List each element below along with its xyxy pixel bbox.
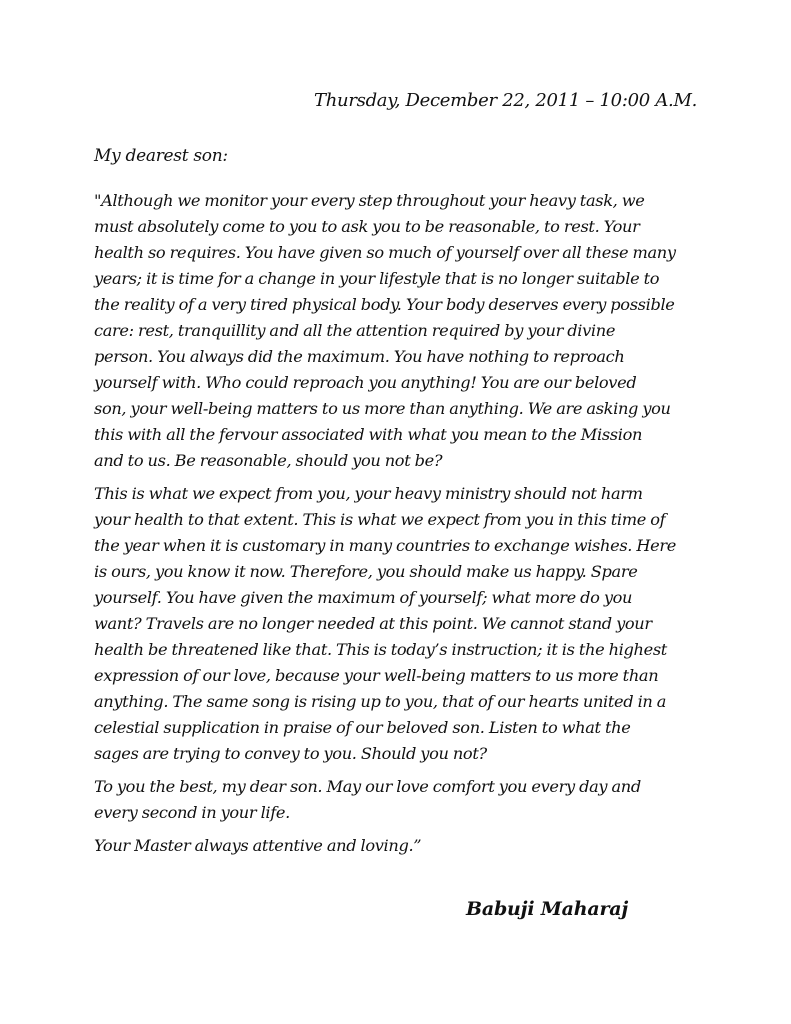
paragraph-4 xyxy=(94,833,706,859)
text-line: this with all the fervour associated with what you mean to the Mission xyxy=(94,425,643,444)
text-line: want? Travels are no longer needed at this point. We cannot stand your xyxy=(94,614,652,633)
text-line: "Although we monitor your every step throughout your heavy task, we xyxy=(94,191,645,210)
text-line: yourself with. Who could reproach you anything! You are our beloved xyxy=(94,373,637,392)
text-line: the year when it is customary in many countries to exchange wishes. Here xyxy=(94,536,676,555)
letter-body xyxy=(94,188,706,866)
text-line: expression of our love, because your well-being matters to us more than xyxy=(94,666,659,685)
signature: Babuji Maharaj xyxy=(466,898,629,920)
text-line: every second in your life. xyxy=(94,803,290,822)
letter-date: Thursday, December 22, 2011 – 10:00 A.M. xyxy=(314,90,697,111)
text-line: anything. The same song is rising up to you, that of our hearts united in a xyxy=(94,692,667,711)
text-line: years; it is time for a change in your lifestyle that is no longer suitable to xyxy=(94,269,660,288)
text-line: This is what we expect from you, your heavy ministry should not harm xyxy=(94,484,643,503)
text-line: must absolutely come to you to ask you to be reasonable, to rest. Your xyxy=(94,217,640,236)
text-line: celestial supplication in praise of our beloved son. Listen to what the xyxy=(94,718,631,737)
text-line: sages are trying to convey to you. Should you not? xyxy=(94,744,487,763)
paragraph-2 xyxy=(94,481,706,767)
text-line: your health to that extent. This is what we expect from you in this time of xyxy=(94,510,666,529)
letter-salutation: My dearest son: xyxy=(94,146,228,166)
text-line: son, your well-being matters to us more than anything. We are asking you xyxy=(94,399,671,418)
text-line: health be threatened like that. This is today’s instruction; it is the highest xyxy=(94,640,667,659)
text-line: health so requires. You have given so much of yourself over all these many xyxy=(94,243,676,262)
text-line: person. You always did the maximum. You have nothing to reproach xyxy=(94,347,625,366)
text-line: care: rest, tranquillity and all the attention required by your divine xyxy=(94,321,616,340)
paragraph-3 xyxy=(94,774,706,826)
text-line: and to us. Be reasonable, should you not be? xyxy=(94,451,443,470)
text-line: yourself. You have given the maximum of yourself; what more do you xyxy=(94,588,633,607)
paragraph-1 xyxy=(94,188,706,474)
text-line: Your Master always attentive and loving.” xyxy=(94,836,422,855)
text-line: To you the best, my dear son. May our love comfort you every day and xyxy=(94,777,641,796)
text-line: the reality of a very tired physical body. Your body deserves every possible xyxy=(94,295,675,314)
text-line: is ours, you know it now. Therefore, you should make us happy. Spare xyxy=(94,562,638,581)
